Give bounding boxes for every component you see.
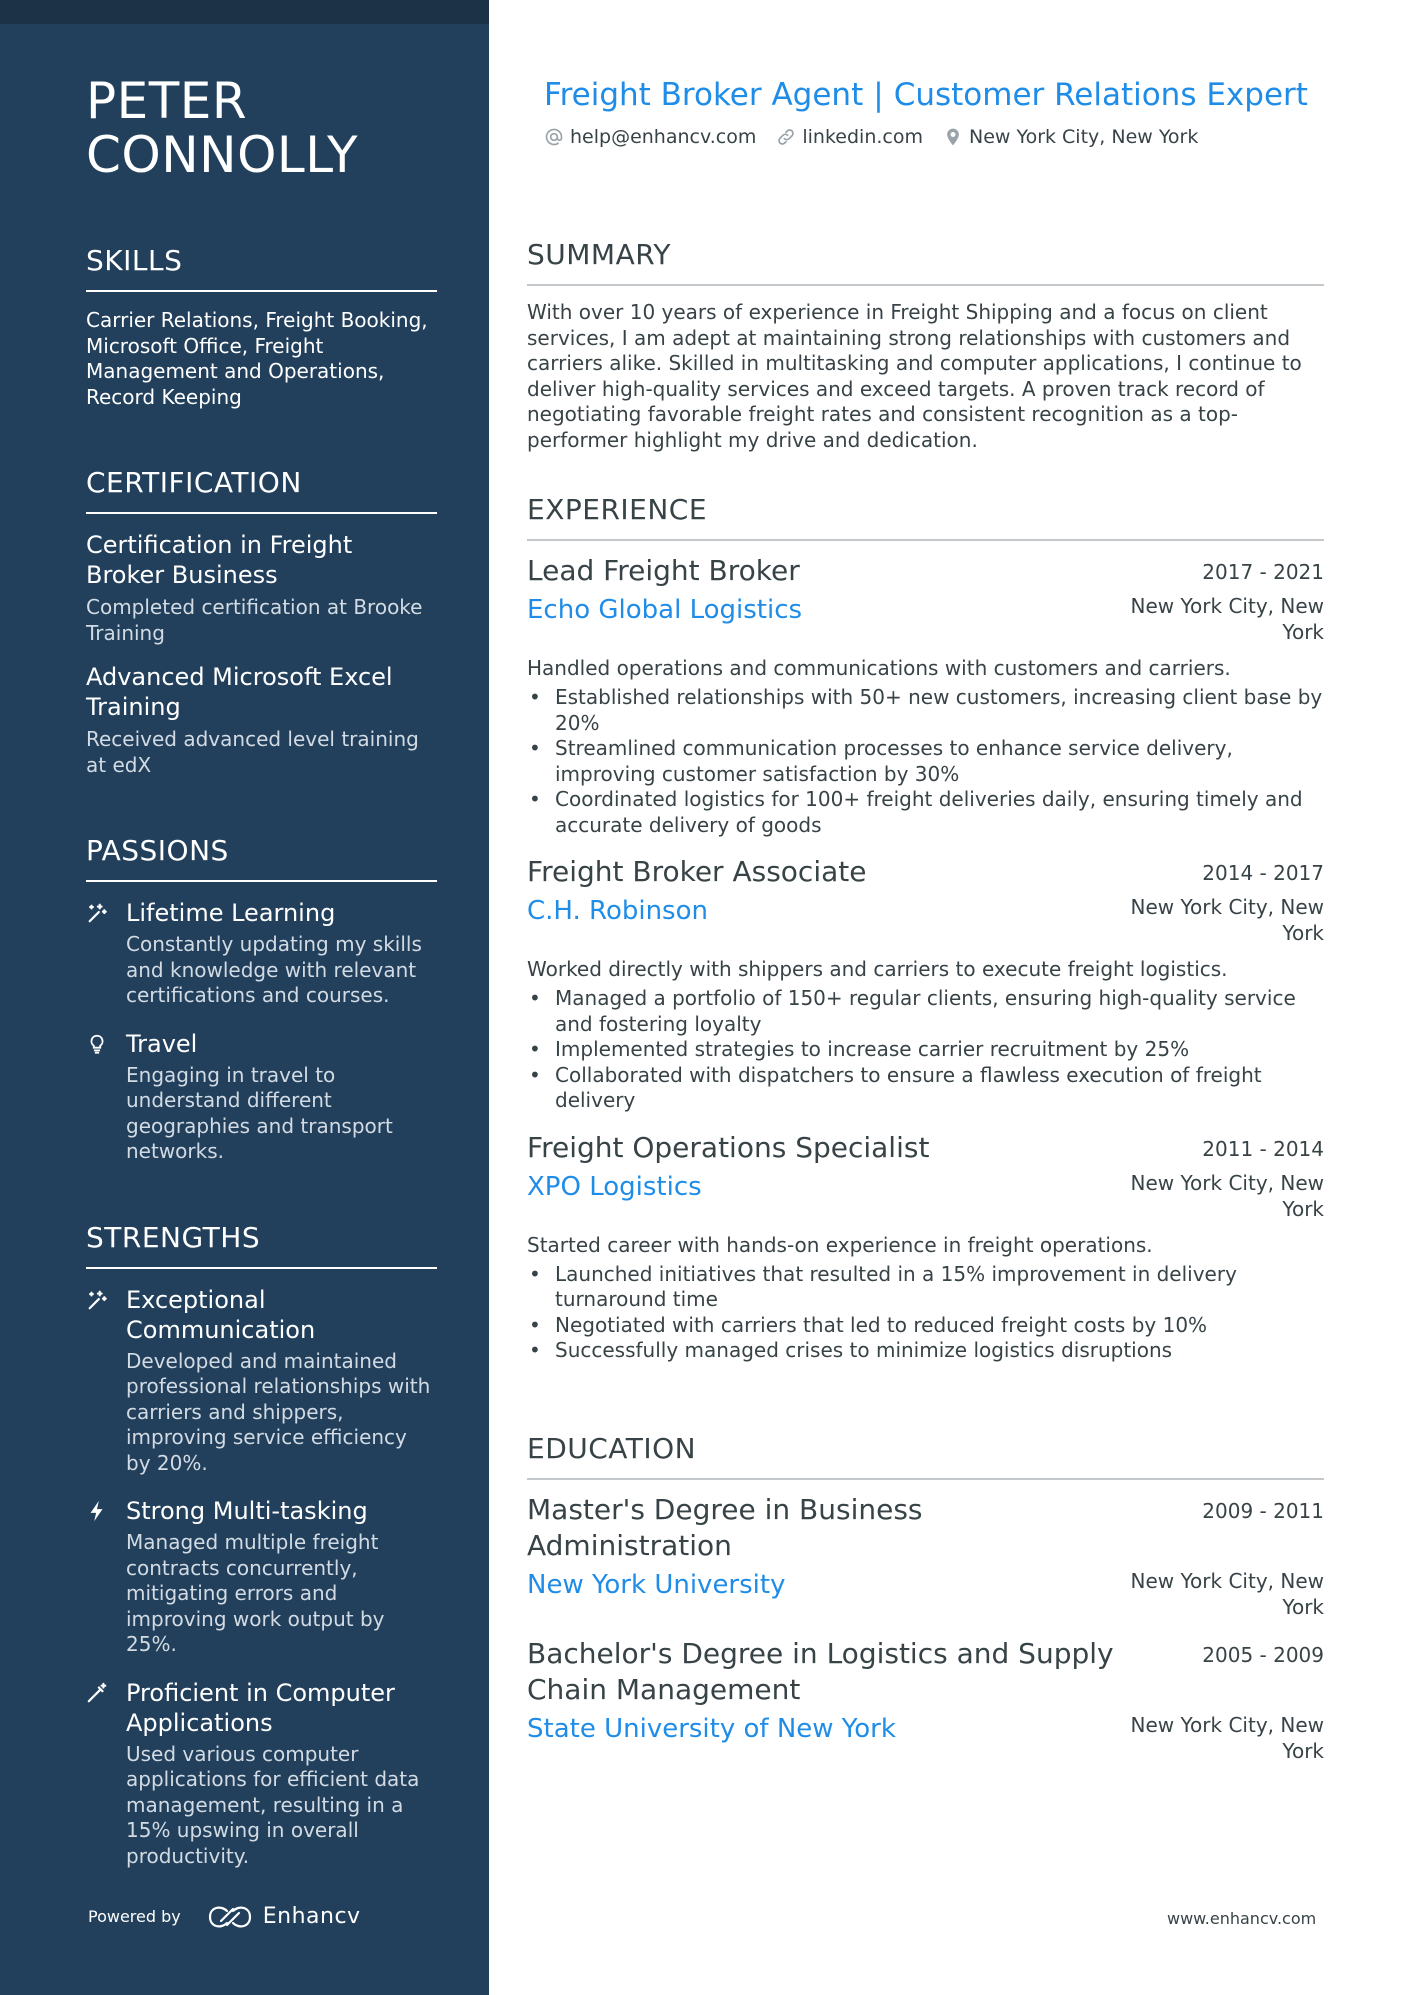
strength-title: Exceptional Communication <box>126 1285 316 1344</box>
contact-location: New York City, New York <box>943 126 1198 148</box>
passion-item <box>86 898 437 1009</box>
job-dates: 2014 - 2017 <box>1202 861 1324 885</box>
school-name: New York University <box>527 1570 786 1600</box>
contact-row <box>544 126 1218 148</box>
strengths-section <box>86 1221 437 1870</box>
strength-title: Strong Multi-tasking <box>126 1497 368 1525</box>
passion-item <box>86 1029 437 1165</box>
education-dates: 2005 - 2009 <box>1202 1643 1324 1667</box>
achievement-bullet: • Established relationships with 50+ new customers, increasing client base by 20% <box>527 685 1324 736</box>
strength-description: Managed multiple freight contracts concurrently, mitigating errors and improving work output by 25%. <box>126 1530 385 1656</box>
job-achievements <box>527 685 1324 838</box>
degree-title: Bachelor's Degree in Logistics and Supply Chain Management <box>527 1637 1114 1706</box>
certification-heading: CERTIFICATION <box>86 466 437 514</box>
powered-by-label: Powered by <box>88 1907 181 1926</box>
certification-title: Advanced Microsoft Excel Training <box>86 663 393 721</box>
experience-entry <box>527 553 1324 838</box>
skills-heading: SKILLS <box>86 244 437 292</box>
company-name: XPO Logistics <box>527 1171 702 1202</box>
skills-section <box>86 244 437 410</box>
achievement-bullet: • Managed a portfolio of 150+ regular clients, ensuring high-quality service and fostering loyalty <box>527 986 1324 1037</box>
achievement-bullet: • Negotiated with carriers that led to reduced freight costs by 10% <box>527 1313 1324 1339</box>
strength-item <box>86 1496 437 1658</box>
achievement-bullet: • Successfully managed crises to minimize logistics disruptions <box>527 1338 1324 1364</box>
enhancv-brand: Enhancv <box>262 1904 361 1929</box>
headline: Freight Broker Agent | Customer Relations Expert <box>544 77 1308 113</box>
achievement-bullet: • Launched initiatives that resulted in a 15% improvement in delivery turnaround time <box>527 1262 1324 1313</box>
achievement-bullet: • Collaborated with dispatchers to ensure a flawless execution of freight delivery <box>527 1063 1324 1114</box>
sidebar-top-strip <box>0 0 489 24</box>
lightning-bolt-icon <box>86 1500 108 1522</box>
skills-list: Carrier Relations, Freight Booking, Microsoft Office, Freight Management and Operations, Record Keeping <box>86 308 428 409</box>
job-description: Handled operations and communications with customers and carriers. <box>527 656 1231 680</box>
certification-item <box>86 662 437 778</box>
strength-title: Proficient in Computer Applications <box>126 1678 395 1737</box>
passion-description: Engaging in travel to understand different geographies and transport networks. <box>126 1062 393 1163</box>
strength-description: Used various computer applications for efficient data management, resulting in a 15% upswing in overall productivity. <box>126 1741 420 1868</box>
location-pin-icon <box>943 127 963 147</box>
passion-description: Constantly updating my skills and knowledge with relevant certifications and courses. <box>126 932 422 1007</box>
certification-section <box>86 466 437 778</box>
summary-text: With over 10 years of experience in Freight Shipping and a focus on client services, I am adept at maintaining strong relationships with customers and carriers alike. Skilled in multitasking and computer applications, I continue to deliver high-quality services and exceed targets. A proven track record of negotiating favorable freight rates and consistent recognition as a top-performer highlight my drive and dedication. <box>527 300 1302 452</box>
school-location: New York City, New York <box>1130 1713 1324 1763</box>
magic-wand-icon <box>86 902 108 924</box>
school-location: New York City, New York <box>1130 1569 1324 1619</box>
strength-item <box>86 1285 437 1477</box>
sidebar <box>0 0 489 1995</box>
enhancv-logo[interactable] <box>207 1904 361 1929</box>
contact-email[interactable]: help@enhancv.com <box>544 126 756 148</box>
job-dates: 2011 - 2014 <box>1202 1136 1324 1161</box>
pencil-wand-icon <box>86 1682 108 1704</box>
company-name: C.H. Robinson <box>527 896 708 926</box>
achievement-bullet: • Coordinated logistics for 100+ freight deliveries daily, ensuring timely and accurate delivery of goods <box>527 787 1324 838</box>
education-entry <box>527 1636 1324 1764</box>
company-name: Echo Global Logistics <box>527 595 803 625</box>
job-title: Freight Operations Specialist <box>527 1130 930 1164</box>
education-heading: EDUCATION <box>527 1432 1324 1480</box>
job-location: New York City, New York <box>1130 594 1324 644</box>
candidate-name: PETER CONNOLLY <box>86 72 359 184</box>
at-icon <box>544 127 564 147</box>
job-location: New York City, New York <box>1130 1170 1324 1221</box>
summary-heading: SUMMARY <box>527 238 1324 286</box>
job-dates: 2017 - 2021 <box>1202 560 1324 584</box>
achievement-bullet: • Streamlined communication processes to enhance service delivery, improving customer satisfaction by 30% <box>527 736 1324 787</box>
degree-title: Master's Degree in Business Administration <box>527 1493 923 1562</box>
headline-separator: | <box>873 77 884 113</box>
experience-heading: EXPERIENCE <box>527 493 1324 541</box>
passions-section <box>86 834 437 1165</box>
certification-description: Completed certification at Brooke Training <box>86 595 423 645</box>
link-icon <box>776 127 796 147</box>
magic-wand-icon <box>86 1289 108 1311</box>
school-name: State University of New York <box>527 1714 896 1744</box>
experience-entry <box>527 854 1324 1114</box>
contact-linkedin[interactable]: linkedin.com <box>776 126 923 148</box>
education-entry <box>527 1492 1324 1620</box>
job-location: New York City, New York <box>1130 895 1324 945</box>
certification-item <box>86 530 437 646</box>
lightbulb-icon <box>86 1033 108 1055</box>
strengths-heading: STRENGTHS <box>86 1221 437 1269</box>
summary-section <box>527 238 1324 453</box>
job-description: Started career with hands-on experience in freight operations. <box>527 1232 1153 1257</box>
certification-description: Received advanced level training at edX <box>86 727 419 777</box>
job-title: Freight Broker Associate <box>527 855 867 888</box>
enhancv-logo-icon <box>207 1905 253 1929</box>
job-achievements <box>527 1262 1324 1364</box>
education-section <box>527 1432 1324 1764</box>
certification-title: Certification in Freight Broker Business <box>86 531 353 589</box>
experience-section <box>527 493 1324 1364</box>
achievement-bullet: • Implemented strategies to increase carrier recruitment by 25% <box>527 1037 1324 1063</box>
job-description: Worked directly with shippers and carriers to execute freight logistics. <box>527 957 1228 981</box>
passions-heading: PASSIONS <box>86 834 437 882</box>
strength-item <box>86 1678 437 1870</box>
website-link[interactable]: www.enhancv.com <box>1167 1909 1317 1928</box>
strength-description: Developed and maintained professional relationships with carriers and shippers, improving service efficiency by 20%. <box>126 1348 431 1475</box>
passion-title: Travel <box>126 1029 198 1058</box>
job-title: Lead Freight Broker <box>527 554 800 587</box>
education-dates: 2009 - 2011 <box>1202 1499 1324 1523</box>
passion-title: Lifetime Learning <box>126 899 336 927</box>
powered-by <box>88 1904 361 1929</box>
experience-entry <box>527 1130 1324 1364</box>
job-achievements <box>527 986 1324 1114</box>
